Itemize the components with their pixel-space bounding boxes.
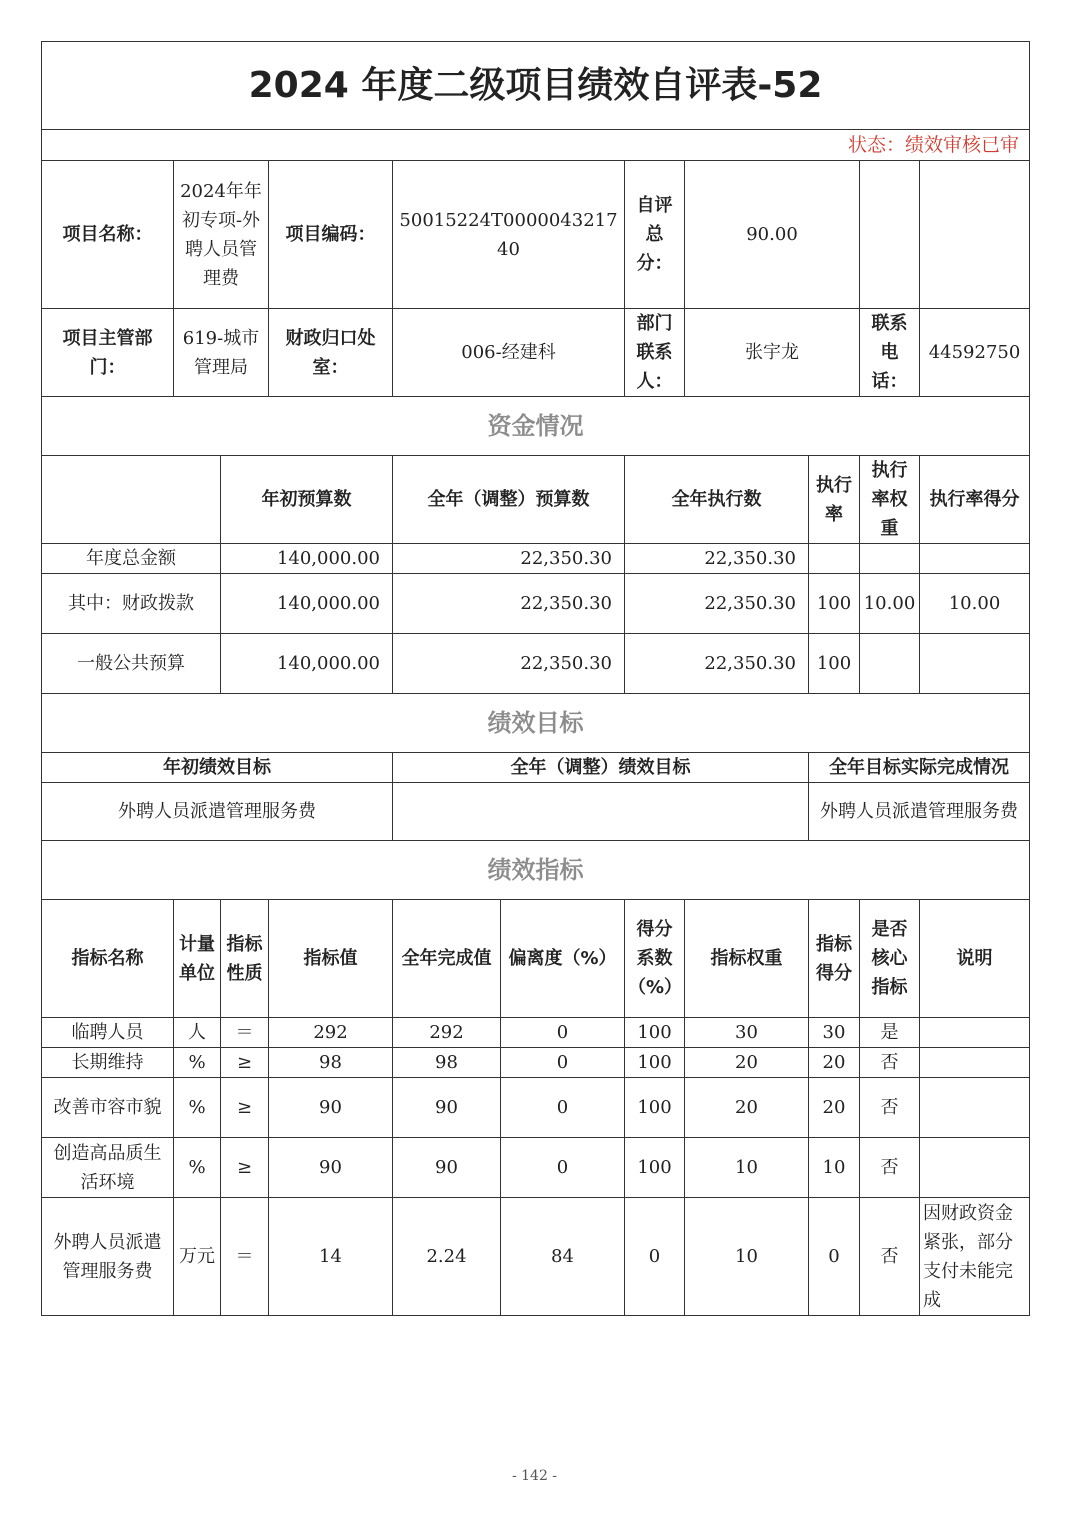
funds-row-initial: 140,000.00 [221,544,393,574]
ind-note [920,1138,1030,1198]
ind-coef: 0 [625,1198,685,1316]
ind-note [920,1078,1030,1138]
goals-initial: 外聘人员派遣管理服务费 [42,783,393,841]
funds-row-name: 年度总金额 [42,544,221,574]
ind-header-note: 说明 [920,900,1030,1018]
contact-label: 部门联系人： [625,309,685,397]
ind-unit: % [174,1048,221,1078]
ind-name: 改善市容市貌 [42,1078,174,1138]
ind-score: 10 [809,1138,860,1198]
ind-name: 创造高品质生活环境 [42,1138,174,1198]
funds-row-adjusted: 22,350.30 [393,634,625,694]
ind-name: 长期维持 [42,1048,174,1078]
project-name-label: 项目名称： [42,161,174,309]
ind-score: 20 [809,1078,860,1138]
ind-core: 否 [860,1198,920,1316]
ind-deviation: 0 [501,1048,625,1078]
funds-row-rate: 100 [809,574,860,634]
ind-header-core: 是否核心指标 [860,900,920,1018]
ind-header-nature: 指标性质 [221,900,269,1018]
ind-deviation: 0 [501,1078,625,1138]
section-funds: 资金情况 [42,397,1030,456]
project-name: 2024年年初专项-外聘人员管理费 [174,161,269,309]
funds-header-empty [42,456,221,544]
ind-weight: 20 [685,1078,809,1138]
funds-header-rate: 执行率 [809,456,860,544]
funds-header-adjusted: 全年（调整）预算数 [393,456,625,544]
ind-unit: % [174,1078,221,1138]
ind-header-weight: 指标权重 [685,900,809,1018]
ind-done: 98 [393,1048,501,1078]
ind-unit: 万元 [174,1198,221,1316]
status-badge: 状态：绩效审核已审 [42,130,1030,161]
section-goals: 绩效目标 [42,694,1030,753]
finance-label: 财政归口处室： [269,309,393,397]
funds-row-rate: 100 [809,634,860,694]
goals-header-adjusted: 全年（调整）绩效目标 [393,753,809,783]
ind-nature: ＝ [221,1018,269,1048]
ind-target: 90 [269,1078,393,1138]
ind-score: 20 [809,1048,860,1078]
funds-row-initial: 140,000.00 [221,634,393,694]
ind-header-deviation: 偏离度（%） [501,900,625,1018]
ind-weight: 10 [685,1138,809,1198]
table-row [42,544,1030,574]
ind-header-coef: 得分系数（%） [625,900,685,1018]
funds-row-score [920,634,1030,694]
project-code-label: 项目编码： [269,161,393,309]
ind-name: 临聘人员 [42,1018,174,1048]
dept-label: 项目主管部门： [42,309,174,397]
ind-weight: 30 [685,1018,809,1048]
finance-value: 006-经建科 [393,309,625,397]
section-indicators: 绩效指标 [42,841,1030,900]
phone-label: 联系电话： [860,309,920,397]
goals-actual: 外聘人员派遣管理服务费 [809,783,1030,841]
table-row [42,634,1030,694]
funds-row-weight [860,634,920,694]
ind-note [920,1018,1030,1048]
performance-table [41,41,1030,1316]
funds-row-rate [809,544,860,574]
page-number: - 142 - [511,1468,558,1484]
ind-note: 因财政资金紧张，部分支付未能完成 [920,1198,1030,1316]
ind-nature: ≥ [221,1078,269,1138]
ind-score: 30 [809,1018,860,1048]
ind-core: 否 [860,1048,920,1078]
page-title: 2024 年度二级项目绩效自评表-52 [42,42,1030,130]
empty-cell [860,161,920,309]
ind-header-unit: 计量单位 [174,900,221,1018]
ind-header-name: 指标名称 [42,900,174,1018]
ind-core: 否 [860,1078,920,1138]
table-row [42,574,1030,634]
table-row [42,1048,1030,1078]
funds-row-score: 10.00 [920,574,1030,634]
table-row [42,1138,1030,1198]
ind-coef: 100 [625,1138,685,1198]
funds-header-initial: 年初预算数 [221,456,393,544]
funds-header-weight: 执行率权重 [860,456,920,544]
funds-row-executed: 22,350.30 [625,634,809,694]
funds-row-score [920,544,1030,574]
ind-target: 90 [269,1138,393,1198]
phone-value: 44592750 [920,309,1030,397]
funds-header-executed: 全年执行数 [625,456,809,544]
ind-core: 是 [860,1018,920,1048]
ind-weight: 20 [685,1048,809,1078]
ind-done: 292 [393,1018,501,1048]
goals-adjusted [393,783,809,841]
ind-target: 292 [269,1018,393,1048]
funds-row-executed: 22,350.30 [625,574,809,634]
ind-unit: % [174,1138,221,1198]
funds-row-name: 其中：财政拨款 [42,574,221,634]
funds-header-score: 执行率得分 [920,456,1030,544]
ind-header-score: 指标得分 [809,900,860,1018]
ind-nature: ＝ [221,1198,269,1316]
goals-header-actual: 全年目标实际完成情况 [809,753,1030,783]
ind-deviation: 0 [501,1018,625,1048]
ind-core: 否 [860,1138,920,1198]
ind-deviation: 84 [501,1198,625,1316]
funds-row-initial: 140,000.00 [221,574,393,634]
ind-nature: ≥ [221,1048,269,1078]
funds-row-name: 一般公共预算 [42,634,221,694]
ind-nature: ≥ [221,1138,269,1198]
funds-row-adjusted: 22,350.30 [393,544,625,574]
funds-row-executed: 22,350.30 [625,544,809,574]
ind-header-target: 指标值 [269,900,393,1018]
funds-row-weight [860,544,920,574]
ind-coef: 100 [625,1078,685,1138]
ind-weight: 10 [685,1198,809,1316]
score-label: 自评总分： [625,161,685,309]
score-value: 90.00 [685,161,860,309]
table-row [42,1078,1030,1138]
empty-cell [920,161,1030,309]
table-row [42,1018,1030,1048]
ind-header-done: 全年完成值 [393,900,501,1018]
funds-row-weight: 10.00 [860,574,920,634]
project-code: 50015224T000004321740 [393,161,625,309]
goals-header-initial: 年初绩效目标 [42,753,393,783]
dept-value: 619-城市管理局 [174,309,269,397]
table-row [42,1198,1030,1316]
ind-unit: 人 [174,1018,221,1048]
ind-name: 外聘人员派遣管理服务费 [42,1198,174,1316]
ind-coef: 100 [625,1018,685,1048]
ind-target: 14 [269,1198,393,1316]
ind-score: 0 [809,1198,860,1316]
ind-deviation: 0 [501,1138,625,1198]
ind-done: 90 [393,1138,501,1198]
ind-coef: 100 [625,1048,685,1078]
contact-value: 张宇龙 [685,309,860,397]
ind-note [920,1048,1030,1078]
ind-done: 2.24 [393,1198,501,1316]
funds-row-adjusted: 22,350.30 [393,574,625,634]
ind-done: 90 [393,1078,501,1138]
ind-target: 98 [269,1048,393,1078]
